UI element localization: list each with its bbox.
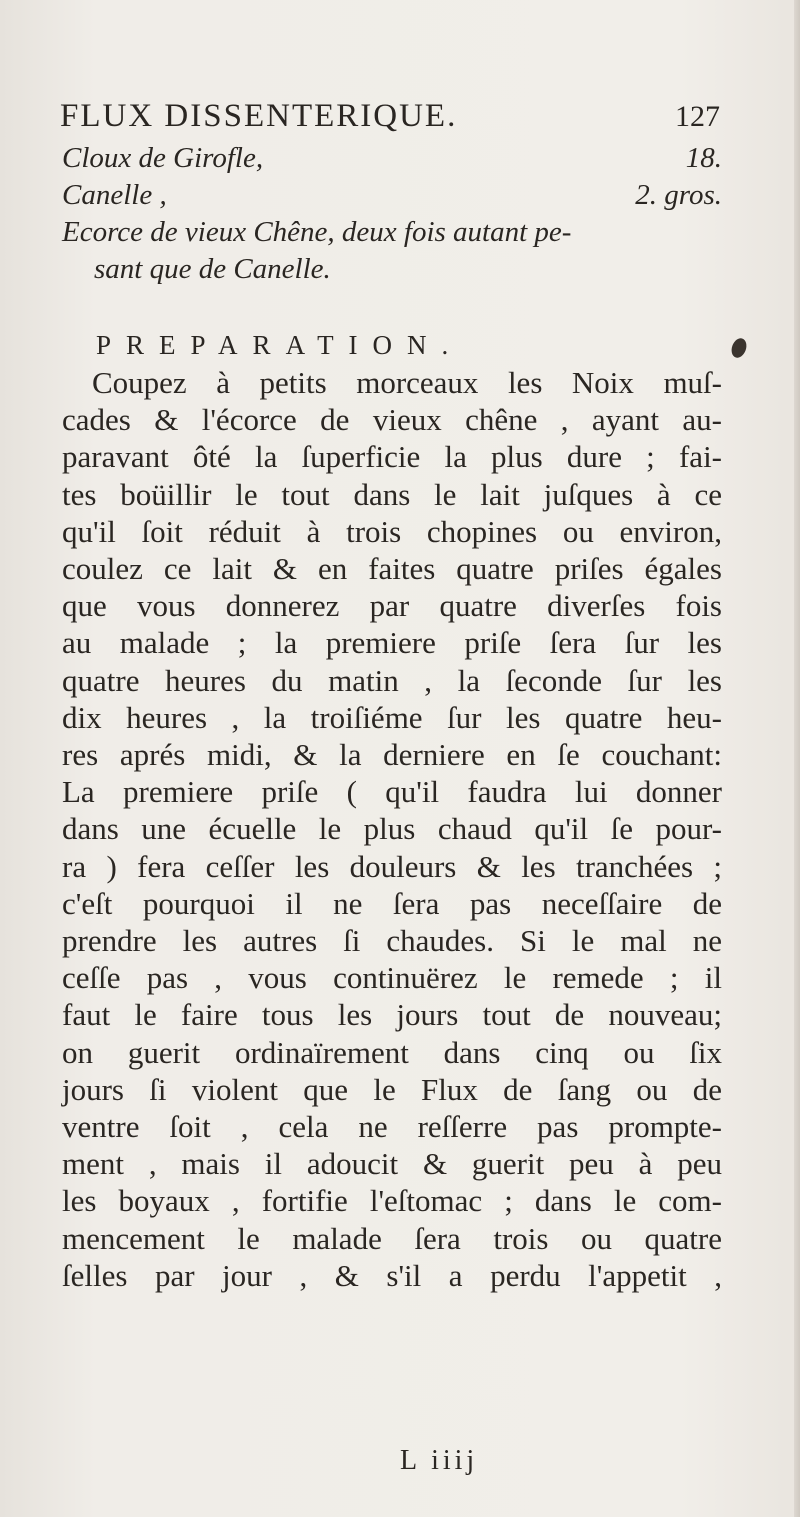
text-line: que vous donnerez par quatre diverſes fois	[62, 588, 722, 624]
text-line: les boyaux , fortifie l'eſtomac ; dans le com-	[62, 1183, 722, 1219]
running-title: FLUX DISSENTERIQUE.	[60, 98, 458, 134]
text-line: dix heures , la troiſiéme ſur les quatre heu-	[62, 699, 722, 735]
text-line: dans une écuelle le plus chaud qu'il ſe pour-	[62, 811, 722, 847]
text-line: c'eſt pourquoi il ne ſera pas neceſſaire de	[62, 885, 722, 921]
text-line: res aprés midi, & la derniere en ſe couchant:	[62, 737, 722, 773]
text-line: faut le faire tous les jours tout de nouveau;	[62, 997, 722, 1033]
text-line: quatre heures du matin , la ſeconde ſur les	[62, 662, 722, 698]
page-edge	[794, 0, 800, 1517]
ingredient-name: Canelle ,	[62, 179, 167, 211]
ingredient-name: Ecorce de vieux Chêne, deux fois autant pe-	[62, 216, 572, 248]
ingredient-item	[62, 214, 722, 251]
text-line: La premiere priſe ( qu'il faudra lui donner	[62, 774, 722, 810]
ink-spot	[729, 336, 749, 360]
text-line: on guerit ordinaïrement dans cinq ou ſix	[62, 1034, 722, 1070]
text-line: paravant ôté la ſuperficie la plus dure ; fai-	[62, 439, 722, 475]
text-line: tes boüillir le tout dans le lait juſques à ce	[62, 476, 722, 512]
signature-mark: L iiij	[400, 1445, 479, 1476]
text-line: jours ſi violent que le Flux de ſang ou de	[62, 1071, 722, 1107]
text-line: coulez ce lait & en faites quatre priſes égales	[62, 551, 722, 587]
text-line: ra ) fera ceſſer les douleurs & les tranchées ;	[62, 848, 722, 884]
text-line: au malade ; la premiere priſe ſera ſur les	[62, 625, 722, 661]
text-line: prendre les autres ſi chaudes. Si le mal ne	[62, 923, 722, 959]
ingredient-list	[62, 140, 722, 288]
page-header	[60, 98, 720, 138]
text-line: mencement le malade ſera trois ou quatre	[62, 1220, 722, 1256]
body-text	[62, 364, 722, 1294]
ingredient-item	[62, 251, 722, 288]
text-line: ment , mais il adoucit & guerit peu à peu	[62, 1146, 722, 1182]
ingredient-item	[62, 140, 722, 177]
ingredient-item	[62, 177, 722, 214]
ingredient-quantity: 18.	[685, 142, 722, 174]
text-line: cades & l'écorce de vieux chêne , ayant au-	[62, 402, 722, 438]
text-line: qu'il ſoit réduit à trois chopines ou environ,	[62, 513, 722, 549]
ingredient-name: Cloux de Girofle,	[62, 142, 264, 174]
text-line: Coupez à petits morceaux les Noix muſ-	[92, 365, 722, 400]
text-line: ventre ſoit , cela ne reſſerre pas prompte-	[62, 1109, 722, 1145]
text-line: ſelles par jour , & s'il a perdu l'appetit ,	[62, 1257, 722, 1293]
section-title: PREPARATION.	[96, 330, 464, 360]
text-line: ceſſe pas , vous continuërez le remede ; il	[62, 960, 722, 996]
ingredient-quantity: 2. gros.	[635, 179, 722, 211]
ingredient-name: sant que de Canelle.	[94, 253, 331, 285]
page-number: 127	[675, 100, 720, 133]
